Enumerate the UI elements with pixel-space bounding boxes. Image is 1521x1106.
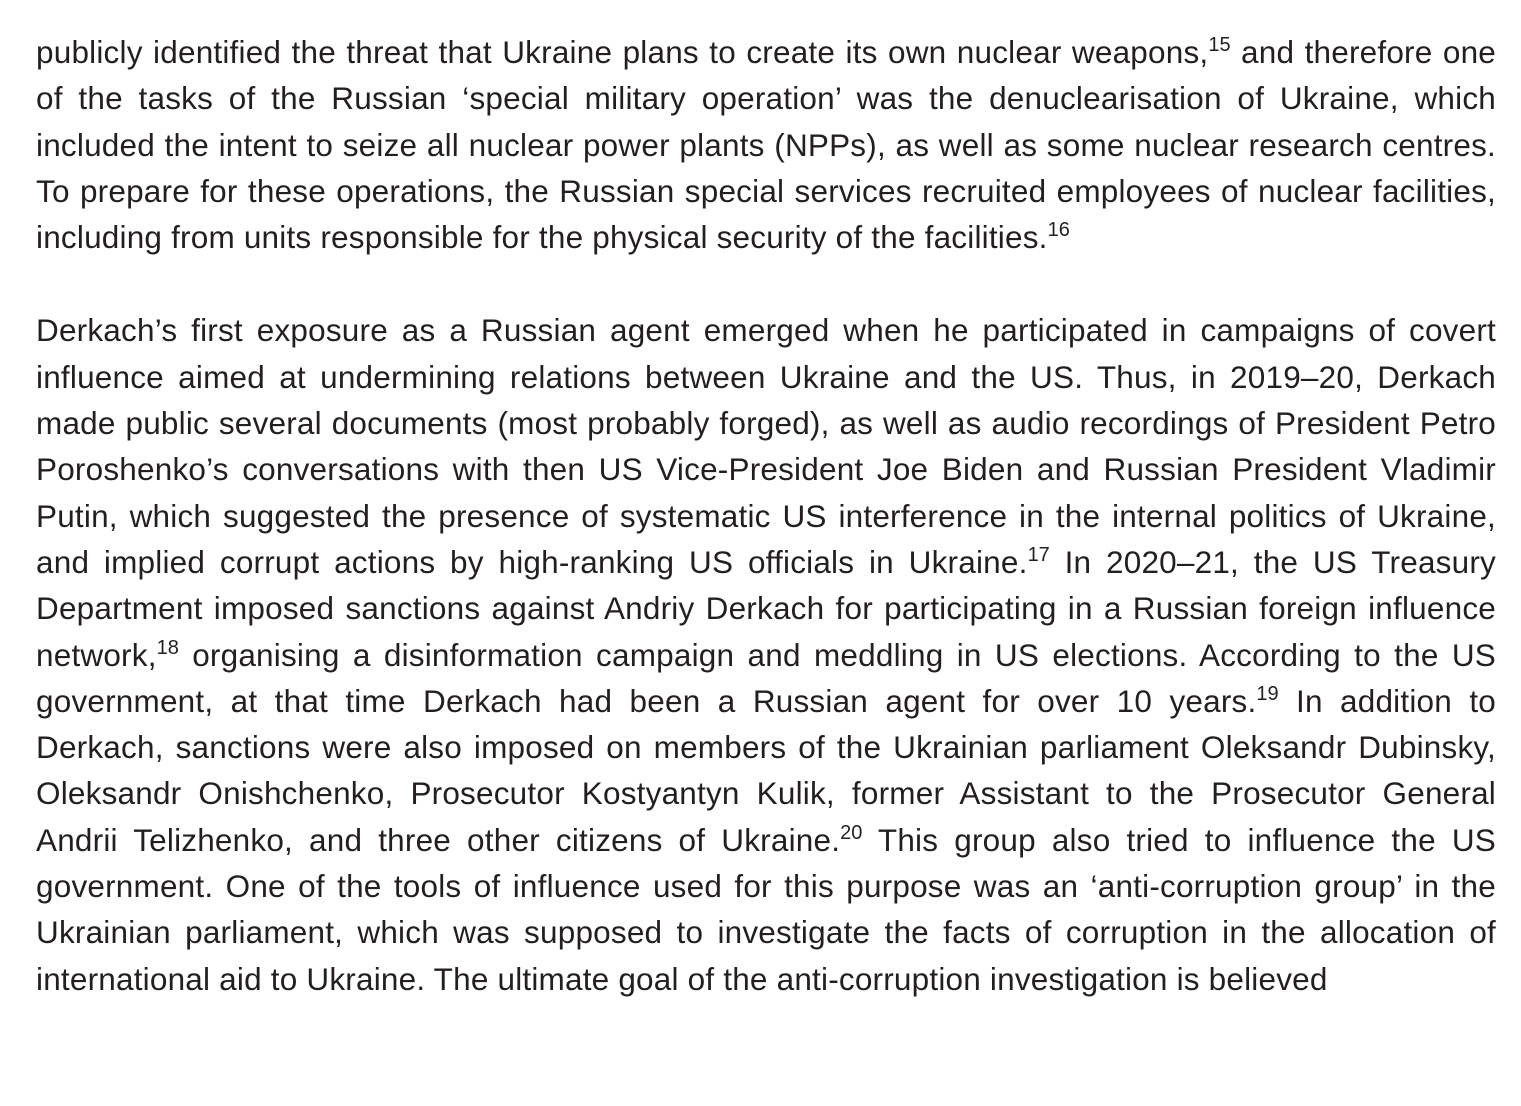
document-page [36,29,1496,1002]
footnote-ref-17[interactable]: 17 [1027,543,1050,566]
paragraph-text: Derkach’s first exposure as a Russian agent emerged when he participated in campaigns of covert influence aimed at undermining relations between Ukraine and the US. Thus, in 2019–20, Derkach made public several documents (most probably forged), as well as audio recordings of President Petro Poroshenko’s conversations with then US Vice-President Joe Biden and Russian President Vladimir Putin, which suggested the presence of systematic US interference in the internal politics of Ukraine, and implied corrupt actions by high-ranking US officials in Ukraine. [36,312,1496,580]
footnote-ref-18[interactable]: 18 [156,636,179,659]
paragraph-derkach-exposure [36,307,1496,1001]
paragraph-nuclear-threat [36,29,1496,260]
paragraph-text: organising a disinformation campaign and meddling in US elections. According to the US government, at that time Derkach had been a Russian agent for over 10 years. [36,636,1496,719]
paragraph-text: publicly identified the threat that Ukraine plans to create its own nuclear weapons, [36,34,1209,70]
paragraph-text: This group also tried to influence the US government. One of the tools of influence used for this purpose was an ‘anti-corruption group’ in the Ukrainian parliament, which was supposed to investigate the facts of corruption in the allocation of international aid to Ukraine. The ultimate goal of the anti-corruption investigation is believed [36,821,1496,997]
footnote-ref-16[interactable]: 16 [1047,219,1070,242]
footnote-ref-19[interactable]: 19 [1256,682,1279,705]
paragraph-text: In addition to Derkach, sanctions were also imposed on members of the Ukrainian parliament Oleksandr Dubinsky, Oleksandr Onishchenko, Prosecutor Kostyantyn Kulik, former Assistant to the Prosecutor General Andrii Telizhenko, and three other citizens of Ukraine. [36,682,1496,858]
paragraph-spacer [36,260,1496,307]
footnote-ref-20[interactable]: 20 [840,821,863,844]
footnote-ref-15[interactable]: 15 [1208,34,1231,56]
paragraph-text: and therefore one of the tasks of the Russian ‘special military operation’ was the denuclearisation of Ukraine, which included the intent to seize all nuclear power plants (NPPs), as well as some nuclear research centres. To prepare for these operations, the Russian special services recruited employees of nuclear facilities, including from units responsible for the physical security of the facilities. [36,34,1497,256]
paragraph-text: In 2020–21, the US Treasury Department imposed sanctions against Andriy Derkach for participating in a Russian foreign influence network, [36,543,1496,673]
